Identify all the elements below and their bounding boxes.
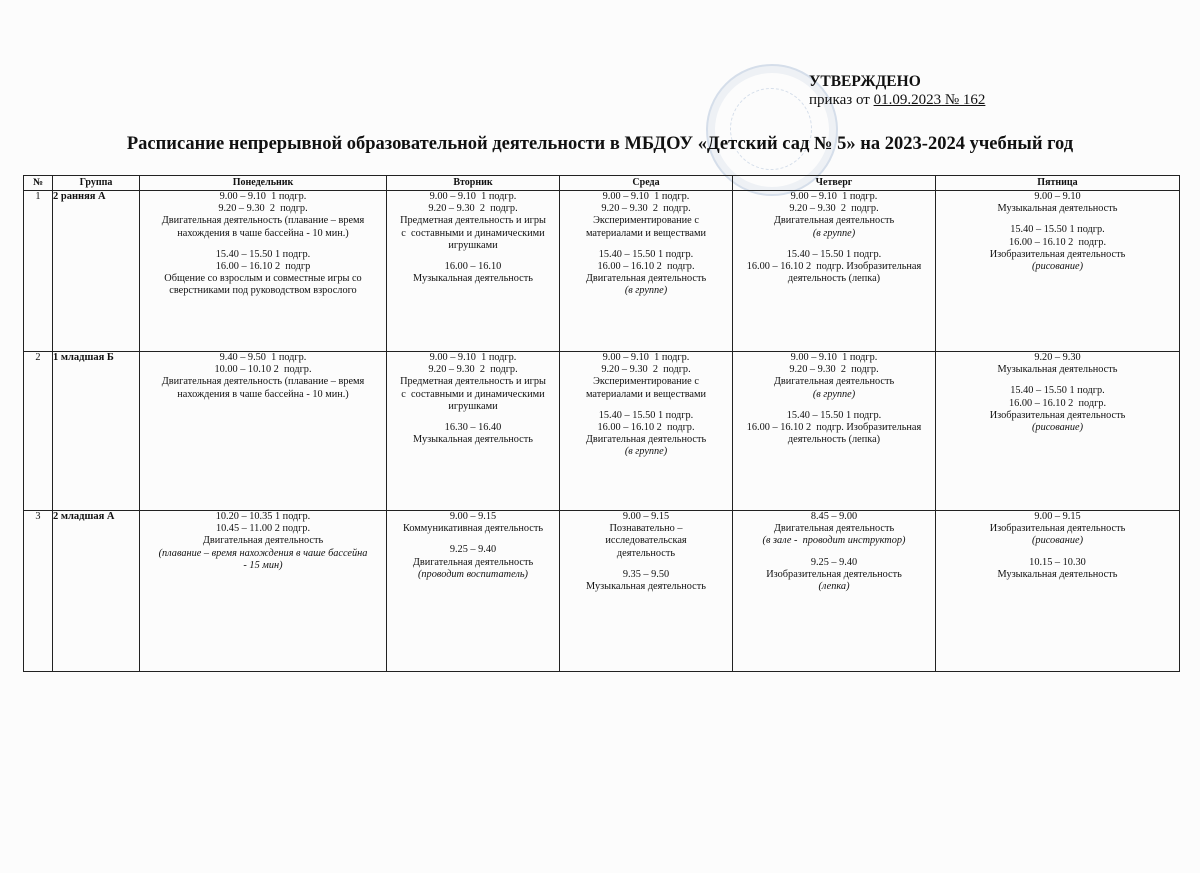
schedule-cell-wednesday [560,191,733,352]
schedule-line: Двигательная деятельность [585,273,707,285]
schedule-line: - 15 мин) [243,559,283,571]
approval-block [809,72,985,110]
schedule-line: 9.00 – 9.10 1 подгр. [429,352,517,363]
schedule-line: Музыкальная деятельность [997,568,1118,580]
schedule-line: исследовательская [605,535,687,547]
header-number: № [24,176,53,191]
schedule-line: 9.20 – 9.30 2 подгр. [428,364,518,376]
schedule-line: Изобразительная деятельность [989,523,1126,535]
schedule-line: Двигательная деятельность [773,523,895,535]
schedule-cell-friday [936,191,1180,352]
schedule-line: 9.40 – 9.50 1 подгр. [219,352,307,363]
schedule-line: 9.25 – 9.40 [449,544,497,556]
schedule-line: (рисование) [1032,535,1083,547]
schedule-line: 9.00 – 9.10 1 подгр. [602,352,690,363]
schedule-line [733,548,935,557]
schedule-line: 16.00 – 16.10 2 подгр. [1008,397,1107,409]
row-number: 1 [24,191,53,352]
order-date: 01.09.2023 [873,92,942,108]
schedule-line: с составными и динамическими [401,227,545,239]
schedule-line: 15.40 – 15.50 1 подгр. [1010,385,1105,397]
schedule-line: 8.45 – 9.00 [810,511,858,522]
header-tuesday: Вторник [387,176,560,191]
schedule-line [140,240,386,249]
schedule-line: 15.40 – 15.50 1 подгр. [598,248,694,260]
schedule-line: 15.40 – 15.50 1 подгр. [786,409,882,421]
schedule-line: Музыкальная деятельность [413,273,533,285]
schedule-line: (в группе) [624,285,668,297]
schedule-line: 9.00 – 9.10 1 подгр. [790,191,878,202]
schedule-cell-monday [140,191,387,352]
schedule-line: Двигательная деятельность [202,535,324,547]
schedule-line: 9.20 – 9.30 [1034,352,1081,363]
schedule-line: Двигательная деятельность [585,434,707,446]
approval-title: УТВЕРЖДЕНО [809,73,921,90]
schedule-line: Изобразительная деятельность [989,248,1126,260]
schedule-line: Двигательная деятельность [773,215,895,227]
schedule-line [733,401,935,410]
schedule-line: 9.20 – 9.30 2 подгр. [218,203,308,215]
schedule-line: игрушками [448,400,498,412]
schedule-line: 10.45 – 11.00 2 подгр. [215,523,311,535]
schedule-cell-tuesday [387,511,560,672]
schedule-line: 9.00 – 9.10 1 подгр. [602,191,690,202]
header-friday: Пятница [936,176,1180,191]
schedule-cell-monday [140,511,387,672]
schedule-line: 9.20 – 9.30 2 подгр. [789,364,879,376]
schedule-line: (лепка) [818,581,850,593]
schedule-line: нахождения в чаше бассейна - 10 мин.) [177,388,349,400]
schedule-line: деятельность (лепка) [787,273,881,285]
schedule-line: 9.20 – 9.30 2 подгр. [601,364,691,376]
schedule-line [936,215,1179,224]
schedule-cell-wednesday [560,352,733,511]
schedule-line: Экспериментирование с [593,215,699,227]
table-row [24,352,1180,511]
schedule-line: Коммуникативная деятельность [402,523,544,535]
schedule-line: 16.00 – 16.10 2 подгр. [1008,236,1107,248]
schedule-line: 15.40 – 15.50 1 подгр. [786,248,882,260]
header-group: Группа [53,176,140,191]
schedule-line [560,560,732,569]
schedule-line: Музыкальная деятельность [586,581,706,593]
schedule-line: Предметная деятельность и игры [400,215,546,227]
schedule-line: нахождения в чаше бассейна - 10 мин.) [177,227,349,239]
schedule-cell-wednesday [560,511,733,672]
schedule-line: Двигательная деятельность (плавание – время [161,215,365,227]
schedule-line: (в группе) [812,227,856,239]
schedule-line: 10.00 – 10.10 2 подгр. [214,364,312,376]
order-number: № 162 [941,92,986,108]
schedule-line: материалами и веществами [585,227,707,239]
table-row [24,511,1180,672]
schedule-line: (проводит воспитатель) [417,568,528,580]
schedule-line: 9.00 – 9.15 [1034,511,1081,522]
schedule-line: (плавание – время нахождения в чаше бассейна [158,547,368,559]
schedule-line: 9.20 – 9.30 2 подгр. [789,203,879,215]
schedule-line: сверстниками под руководством взрослого [169,285,357,297]
schedule-cell-friday [936,352,1180,511]
schedule-line: 16.00 – 16.10 2 подгр. [597,261,695,273]
schedule-cell-thursday [733,511,936,672]
schedule-line: 16.00 – 16.10 2 подгр. Изобразительная [746,422,922,434]
schedule-line [387,252,559,261]
schedule-table [23,175,1180,672]
schedule-line: 10.15 – 10.30 [1029,556,1086,568]
schedule-line: 15.40 – 15.50 1 подгр. [215,248,311,260]
schedule-line: Экспериментирование с [593,376,699,388]
schedule-line: 9.00 – 9.10 1 подгр. [790,352,878,363]
schedule-line [560,240,732,249]
schedule-line: 9.00 – 9.10 [1034,191,1081,202]
schedule-line: Музыкальная деятельность [413,434,533,446]
document-title: Расписание непрерывной образовательной деятельности в МБДОУ «Детский сад № 5» на 2023-2024 учебный год [126,134,1074,154]
schedule-line: (рисование) [1032,261,1083,273]
table-row [24,191,1180,352]
schedule-line [936,548,1179,557]
schedule-line: Общение со взрослым и совместные игры со [164,273,362,285]
schedule-line: Музыкальная деятельность [997,203,1118,215]
schedule-line: игрушками [448,239,498,251]
schedule-line: (в группе) [624,446,668,458]
schedule-line: Двигательная деятельность [773,376,895,388]
schedule-line: с составными и динамическими [401,388,545,400]
schedule-line: 9.00 – 9.15 [622,511,670,522]
table-header-row [24,176,1180,191]
header-thursday: Четверг [733,176,936,191]
schedule-cell-friday [936,511,1180,672]
schedule-line: деятельность [616,547,676,559]
schedule-line: 16.00 – 16.10 2 подгр [215,261,311,273]
schedule-line: Двигательная деятельность (плавание – время [161,376,365,388]
schedule-line: 15.40 – 15.50 1 подгр. [1010,224,1105,236]
group-name: 2 ранняя А [53,191,140,352]
header-wednesday: Среда [560,176,733,191]
order-line [809,91,985,110]
schedule-line [936,376,1179,385]
schedule-line: 9.00 – 9.15 [449,511,497,522]
schedule-line: 16.00 – 16.10 2 подгр. Изобразительная [746,261,922,273]
schedule-line: Предметная деятельность и игры [400,376,546,388]
schedule-cell-thursday [733,191,936,352]
schedule-line: 10.20 – 10.35 1 подгр. [215,511,311,522]
group-name: 2 младшая А [53,511,140,672]
schedule-line: 9.25 – 9.40 [810,556,858,568]
schedule-line: (рисование) [1032,422,1083,434]
schedule-line: Познавательно – [609,523,683,535]
schedule-line: деятельность (лепка) [787,434,881,446]
schedule-line: Музыкальная деятельность [997,364,1118,376]
schedule-line [387,535,559,544]
schedule-line [560,401,732,410]
schedule-line: Изобразительная деятельность [766,568,902,580]
schedule-line [733,240,935,249]
schedule-line: Двигательная деятельность [412,556,534,568]
schedule-cell-tuesday [387,191,560,352]
schedule-line: 16.30 – 16.40 [444,422,502,434]
schedule-line: 16.00 – 16.10 [444,261,502,273]
header-monday: Понедельник [140,176,387,191]
schedule-cell-tuesday [387,352,560,511]
schedule-line: Изобразительная деятельность [989,409,1126,421]
schedule-line [387,413,559,422]
order-prefix: приказ от [809,92,874,108]
schedule-line: 15.40 – 15.50 1 подгр. [598,409,694,421]
schedule-line: 9.00 – 9.10 1 подгр. [219,191,307,202]
schedule-line: 9.35 – 9.50 [622,568,670,580]
schedule-line: 16.00 – 16.10 2 подгр. [597,422,695,434]
row-number: 3 [24,511,53,672]
schedule-line: 9.20 – 9.30 2 подгр. [601,203,691,215]
schedule-line: (в зале - проводит инструктор) [762,535,906,547]
row-number: 2 [24,352,53,511]
schedule-cell-monday [140,352,387,511]
schedule-line: 9.00 – 9.10 1 подгр. [429,191,517,202]
group-name: 1 младшая Б [53,352,140,511]
schedule-line: материалами и веществами [585,388,707,400]
schedule-line: (в группе) [812,388,856,400]
schedule-cell-thursday [733,352,936,511]
schedule-line: 9.20 – 9.30 2 подгр. [428,203,518,215]
